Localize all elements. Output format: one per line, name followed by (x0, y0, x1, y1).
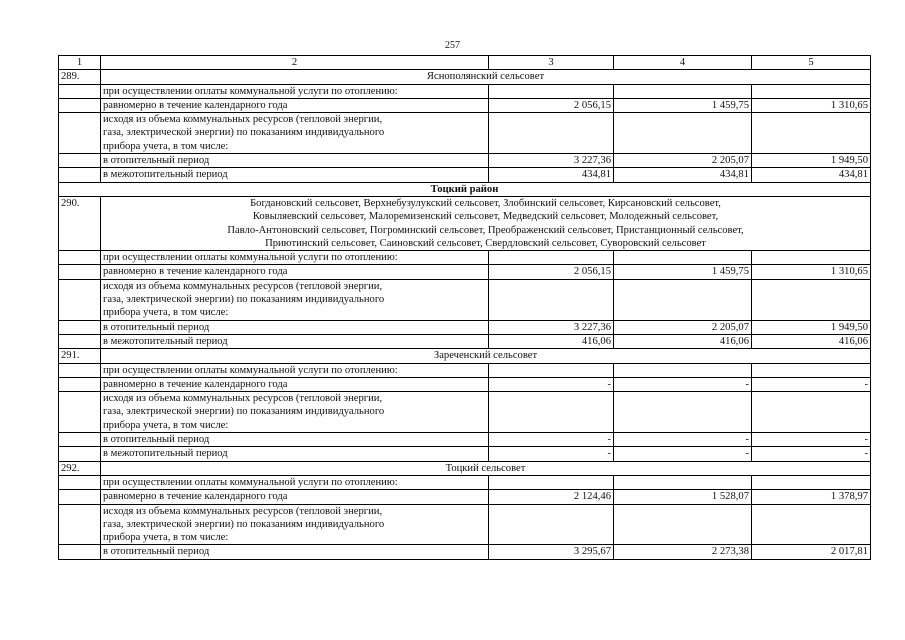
empty-cell (614, 279, 752, 320)
value-cell: 1 310,65 (752, 98, 871, 112)
table-header-row (59, 56, 871, 70)
table-row (59, 279, 871, 320)
table-row (59, 168, 871, 182)
row-label: равномерно в течение календарного года (101, 98, 489, 112)
table-row (59, 113, 871, 154)
table-row (59, 475, 871, 489)
table-row (59, 504, 871, 545)
empty-cell (59, 154, 101, 168)
empty-cell (59, 447, 101, 461)
label-line: газа, электрической энергии) по показаниям индивидуального (103, 406, 385, 418)
table-row (59, 84, 871, 98)
settlement-name: Яснополянский сельсовет (101, 70, 871, 84)
value-cell: 1 949,50 (752, 154, 871, 168)
empty-cell (59, 545, 101, 559)
value-cell: - (614, 433, 752, 447)
value-cell: - (752, 377, 871, 391)
table-row (59, 433, 871, 447)
table-row (59, 461, 871, 475)
empty-cell (752, 84, 871, 98)
value-cell: 434,81 (752, 168, 871, 182)
empty-cell (752, 279, 871, 320)
empty-cell (614, 251, 752, 265)
row-label: в межотопительный период (101, 447, 489, 461)
table-row (59, 447, 871, 461)
value-cell: 2 205,07 (614, 320, 752, 334)
label-line: прибора учета, в том числе: (103, 140, 229, 152)
settlement-name: Тоцкий сельсовет (101, 461, 871, 475)
table-row (59, 490, 871, 504)
table-row (59, 251, 871, 265)
label-line: исходя из объема коммунальных ресурсов (тепловой энергии, (103, 393, 383, 405)
row-label (101, 279, 489, 320)
empty-cell (489, 392, 614, 433)
entry-number: 292. (59, 461, 101, 475)
label-line: газа, электрической энергии) по показаниям индивидуального (103, 518, 385, 530)
empty-cell (752, 251, 871, 265)
empty-cell (614, 475, 752, 489)
value-cell: 2 273,38 (614, 545, 752, 559)
empty-cell (489, 84, 614, 98)
value-cell: 1 949,50 (752, 320, 871, 334)
empty-cell (59, 265, 101, 279)
row-label: при осуществлении оплаты коммунальной услуги по отоплению: (101, 363, 489, 377)
value-cell: 2 017,81 (752, 545, 871, 559)
empty-cell (59, 334, 101, 348)
row-label (101, 113, 489, 154)
table-row (59, 154, 871, 168)
label-line: газа, электрической энергии) по показаниям индивидуального (103, 294, 385, 306)
value-cell: 1 459,75 (614, 265, 752, 279)
row-label: при осуществлении оплаты коммунальной услуги по отоплению: (101, 251, 489, 265)
empty-cell (752, 475, 871, 489)
label-line: газа, электрической энергии) по показаниям индивидуального (103, 127, 385, 139)
value-cell: 3 295,67 (489, 545, 614, 559)
label-line: исходя из объема коммунальных ресурсов (тепловой энергии, (103, 505, 383, 517)
value-cell: 416,06 (614, 334, 752, 348)
table-row (59, 196, 871, 250)
empty-cell (59, 433, 101, 447)
empty-cell (614, 113, 752, 154)
empty-cell (59, 504, 101, 545)
empty-cell (59, 320, 101, 334)
value-cell: 2 205,07 (614, 154, 752, 168)
name-line: Приютинский сельсовет, Саиновский сельсовет, Свердловский сельсовет, Суворовский сельсовет (265, 237, 706, 249)
header-cell: 4 (614, 56, 752, 70)
value-cell: - (614, 447, 752, 461)
table-row (59, 349, 871, 363)
row-label: в отопительный период (101, 433, 489, 447)
empty-cell (59, 279, 101, 320)
value-cell: - (489, 447, 614, 461)
empty-cell (59, 363, 101, 377)
entry-number: 289. (59, 70, 101, 84)
value-cell: 1 459,75 (614, 98, 752, 112)
empty-cell (489, 279, 614, 320)
name-line: Богдановский сельсовет, Верхнебузулукский сельсовет, Злобинский сельсовет, Кирсановский сельсовет, (250, 197, 721, 209)
value-cell: 3 227,36 (489, 320, 614, 334)
empty-cell (489, 475, 614, 489)
empty-cell (489, 113, 614, 154)
empty-cell (614, 363, 752, 377)
row-label: в межотопительный период (101, 168, 489, 182)
header-cell: 3 (489, 56, 614, 70)
row-label: в межотопительный период (101, 334, 489, 348)
row-label (101, 504, 489, 545)
table-row (59, 182, 871, 196)
entry-number: 291. (59, 349, 101, 363)
value-cell: 434,81 (614, 168, 752, 182)
empty-cell (752, 504, 871, 545)
header-cell: 5 (752, 56, 871, 70)
empty-cell (752, 392, 871, 433)
label-line: исходя из объема коммунальных ресурсов (тепловой энергии, (103, 114, 383, 126)
empty-cell (489, 504, 614, 545)
value-cell: 1 378,97 (752, 490, 871, 504)
row-label: при осуществлении оплаты коммунальной услуги по отоплению: (101, 475, 489, 489)
empty-cell (752, 113, 871, 154)
settlement-name: Зареченский сельсовет (101, 349, 871, 363)
table-row (59, 545, 871, 559)
row-label: в отопительный период (101, 545, 489, 559)
header-cell: 2 (101, 56, 489, 70)
empty-cell (59, 251, 101, 265)
empty-cell (59, 377, 101, 391)
row-label: равномерно в течение календарного года (101, 265, 489, 279)
label-line: прибора учета, в том числе: (103, 307, 229, 319)
value-cell: 1 310,65 (752, 265, 871, 279)
empty-cell (59, 98, 101, 112)
name-line: Ковыляевский сельсовет, Малоремизенский сельсовет, Медведский сельсовет, Молодежный сельсовет, (252, 211, 719, 223)
value-cell: - (752, 433, 871, 447)
district-heading: Тоцкий район (59, 182, 871, 196)
value-cell: 2 124,46 (489, 490, 614, 504)
entry-number: 290. (59, 196, 101, 250)
table-row (59, 98, 871, 112)
table-row (59, 377, 871, 391)
value-cell: 416,06 (752, 334, 871, 348)
name-line: Павло-Антоновский сельсовет, Погроминский сельсовет, Преображенский сельсовет, Пристанционный сельсовет, (227, 224, 744, 236)
table-row (59, 392, 871, 433)
row-label: при осуществлении оплаты коммунальной услуги по отоплению: (101, 84, 489, 98)
row-label: в отопительный период (101, 320, 489, 334)
row-label (101, 392, 489, 433)
page-number: 257 (445, 40, 460, 51)
settlement-name-list (101, 196, 871, 250)
empty-cell (614, 504, 752, 545)
label-line: исходя из объема коммунальных ресурсов (тепловой энергии, (103, 280, 383, 292)
table-row (59, 70, 871, 84)
table-row (59, 363, 871, 377)
value-cell: 434,81 (489, 168, 614, 182)
value-cell: 416,06 (489, 334, 614, 348)
empty-cell (59, 84, 101, 98)
empty-cell (59, 113, 101, 154)
table-row (59, 320, 871, 334)
row-label: равномерно в течение календарного года (101, 377, 489, 391)
label-line: прибора учета, в том числе: (103, 419, 229, 431)
empty-cell (59, 475, 101, 489)
empty-cell (614, 392, 752, 433)
empty-cell (59, 168, 101, 182)
value-cell: - (489, 377, 614, 391)
empty-cell (59, 392, 101, 433)
empty-cell (489, 251, 614, 265)
label-line: прибора учета, в том числе: (103, 532, 229, 544)
empty-cell (59, 490, 101, 504)
value-cell: 2 056,15 (489, 265, 614, 279)
empty-cell (752, 363, 871, 377)
header-cell: 1 (59, 56, 101, 70)
tariff-table (58, 55, 871, 560)
row-label: в отопительный период (101, 154, 489, 168)
table-row (59, 334, 871, 348)
value-cell: - (614, 377, 752, 391)
value-cell: - (489, 433, 614, 447)
empty-cell (489, 363, 614, 377)
value-cell: 3 227,36 (489, 154, 614, 168)
empty-cell (614, 84, 752, 98)
table-row (59, 265, 871, 279)
row-label: равномерно в течение календарного года (101, 490, 489, 504)
value-cell: 1 528,07 (614, 490, 752, 504)
value-cell: - (752, 447, 871, 461)
value-cell: 2 056,15 (489, 98, 614, 112)
